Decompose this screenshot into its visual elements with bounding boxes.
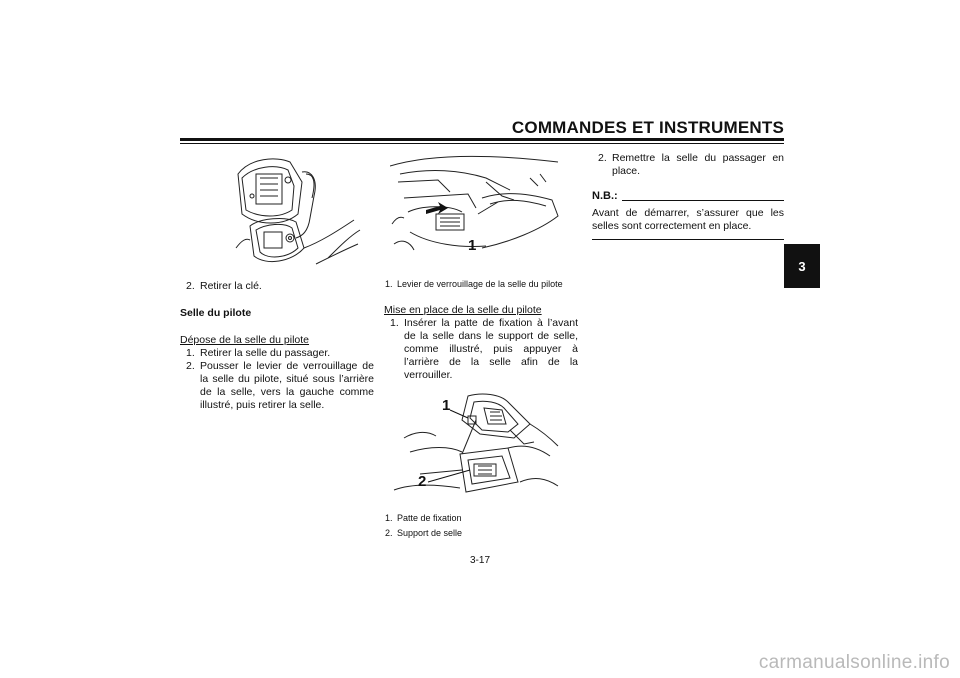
note-label: N.B.: [592,190,618,202]
install-subtitle: Mise en place de la selle du pilote [384,304,542,316]
caption-text: Levier de verrouillage de la selle du pilote [397,279,563,289]
caption-text: Support de selle [397,528,463,538]
removal-step [186,360,374,412]
step-refit-passenger-seat [598,152,784,178]
figure-key-seat-illustration [232,152,366,274]
step-number: 2. [186,280,195,292]
caption-text: Patte de fixation [397,513,462,523]
caption-row [385,527,578,539]
step-text: Retirer la clé. [200,280,262,292]
step-text: Remettre la selle du passager en place. [612,152,784,177]
figure-caption [385,278,578,290]
note-rule [622,200,784,201]
removal-subtitle: Dépose de la selle du pilote [180,334,310,346]
chapter-tab: 3 [784,244,820,288]
step-number: 1. [186,347,195,359]
note-text: Avant de démarrer, s’assurer que les selles sont correctement en place. [592,207,784,232]
caption-number: 1. [385,513,393,523]
header-rule-thick [180,138,784,141]
figure-caption [385,512,578,539]
header-rule-thin [180,143,784,144]
watermark: carmanualsonline.info [758,652,950,673]
step-text: Insérer la patte de fixation à l’avant de la selle dans le support de selle, comme illustré, puis appuyer à l’arrière de la selle afin de la verrouiller. [404,317,578,381]
figure-seat-bracket [390,390,560,510]
step-text: Pousser le levier de verrouillage de la selle du pilote, situé sous l’arrière de la selle, vers la gauche comme illustré, puis retirer la selle. [200,360,374,411]
page-title: COMMANDES ET INSTRUMENTS [511,118,784,137]
step-number: 2. [186,360,195,372]
caption-row [385,278,578,290]
figure-callout-1: 1 [442,397,451,414]
column-left [180,152,374,412]
column-middle [384,152,578,539]
removal-step [186,347,374,360]
section-title: Selle du pilote [180,307,252,319]
figure-callout: 1 [468,237,477,254]
note-header [592,190,784,203]
step-number: 2. [598,152,607,164]
figure-callout-2: 2 [418,473,427,490]
step-remove-key [186,280,374,293]
install-step [390,317,578,382]
step-text: Retirer la selle du passager. [200,347,331,359]
step-number: 1. [390,317,399,329]
note-end-rule [592,239,784,240]
figure-seat-lock-lever [390,152,560,270]
caption-number: 2. [385,528,393,538]
caption-number: 1. [385,279,393,289]
caption-row [385,512,578,524]
page-number: 3-17 [469,555,490,566]
column-right [592,152,784,240]
